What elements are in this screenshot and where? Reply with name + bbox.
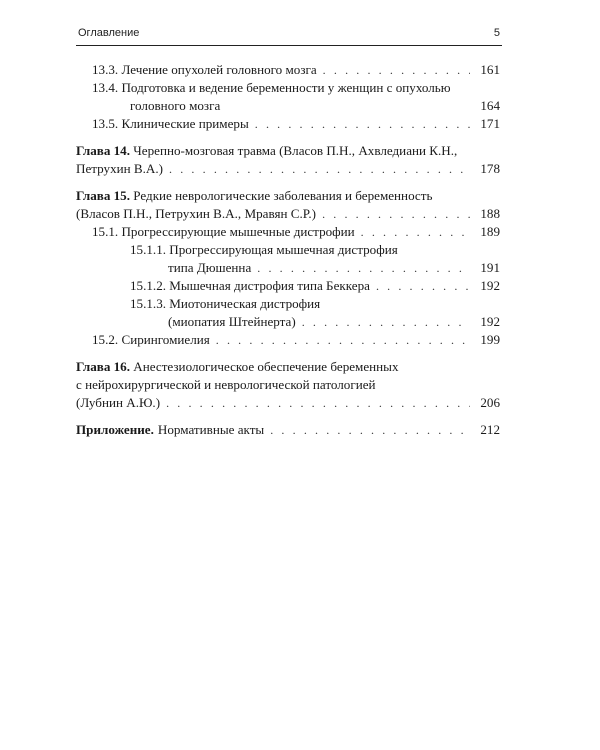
chapter-label: Глава 16.: [76, 359, 134, 374]
toc-entry-title-continued: с нейрохирургической и неврологической патологией: [76, 377, 376, 392]
running-header: [78, 27, 500, 39]
chapter-label: Глава 14.: [76, 143, 134, 158]
dot-leader: [255, 115, 470, 133]
dot-leader: [302, 313, 470, 331]
dot-leader: [270, 421, 470, 439]
toc-entry-title: 13.3. Лечение опухолей головного мозга: [92, 62, 317, 77]
toc-entry-title-continued: (Власов П.Н., Петрухин В.А., Мравян С.Р.): [76, 206, 317, 221]
toc-entry-title: 15.1.3. Миотоническая дистрофия: [130, 296, 321, 311]
toc-entry-15-1-1: [76, 241, 500, 277]
toc-chapter-14: [76, 142, 500, 178]
toc-entry-title-continued: головного мозга: [130, 98, 221, 113]
dot-leader: [361, 223, 470, 241]
dot-leader: [323, 61, 470, 79]
toc-chapter-16: [76, 358, 500, 412]
toc-entry-title: Нормативные акты: [157, 422, 265, 437]
toc-entry-15-1-3: [76, 295, 500, 331]
toc-entry-13-4: [76, 79, 500, 115]
toc-entry-15-1: [76, 223, 500, 241]
table-of-contents: [76, 61, 500, 439]
dot-leader: [216, 331, 470, 349]
toc-entry-15-1-2: [76, 277, 500, 295]
toc-page-number: 164: [480, 98, 500, 113]
toc-entry-title: Черепно-мозговая травма (Власов П.Н., Ахвледиани К.Н.,: [133, 143, 458, 158]
dot-leader: [169, 160, 470, 178]
dot-leader: [166, 394, 470, 412]
chapter-label: Глава 15.: [76, 188, 134, 203]
header-rule: [76, 45, 502, 46]
toc-page-number: 178: [480, 161, 500, 176]
header-title: Оглавление: [78, 27, 140, 39]
dot-leader: [322, 205, 470, 223]
toc-page-number: 199: [480, 332, 500, 347]
toc-entry-title: 13.4. Подготовка и ведение беременности у женщин с опухолью: [92, 80, 451, 95]
dot-leader: [376, 277, 470, 295]
toc-entry-13-5: [76, 115, 500, 133]
toc-page-number: 192: [480, 278, 500, 293]
toc-entry-title: 15.2. Сирингомиелия: [92, 332, 210, 347]
toc-entry-title: 15.1. Прогрессирующие мышечные дистрофии: [92, 224, 355, 239]
toc-page-number: 212: [480, 422, 500, 437]
toc-page-number: 206: [480, 395, 500, 410]
toc-entry-title: Редкие неврологические заболевания и беременность: [133, 188, 433, 203]
toc-appendix: [76, 421, 500, 439]
toc-entry-15-2: [76, 331, 500, 349]
toc-page-number: 188: [480, 206, 500, 221]
toc-page-number: 191: [480, 260, 500, 275]
toc-entry-title: 13.5. Клинические примеры: [92, 116, 249, 131]
toc-entry-title: 15.1.2. Мышечная дистрофия типа Беккера: [130, 278, 370, 293]
toc-entry-title-continued: типа Дюшенна: [168, 260, 252, 275]
toc-entry-title: Анестезиологическое обеспечение беременных: [133, 359, 399, 374]
header-page-number: 5: [493, 27, 500, 39]
toc-page-number: 171: [480, 116, 500, 131]
toc-chapter-15: [76, 187, 500, 223]
toc-page-number: 192: [480, 314, 500, 329]
toc-entry-title-continued: (Лубнин А.Ю.): [76, 395, 161, 410]
toc-page-number: 189: [480, 224, 500, 239]
toc-entry-title-continued: (миопатия Штейнерта): [168, 314, 296, 329]
toc-entry-title: 15.1.1. Прогрессирующая мышечная дистрофия: [130, 242, 398, 257]
appendix-label: Приложение.: [76, 422, 154, 437]
dot-leader: [257, 259, 470, 277]
toc-entry-title-continued: Петрухин В.А.): [76, 161, 164, 176]
toc-entry-13-3: [76, 61, 500, 79]
toc-page-number: 161: [480, 62, 500, 77]
